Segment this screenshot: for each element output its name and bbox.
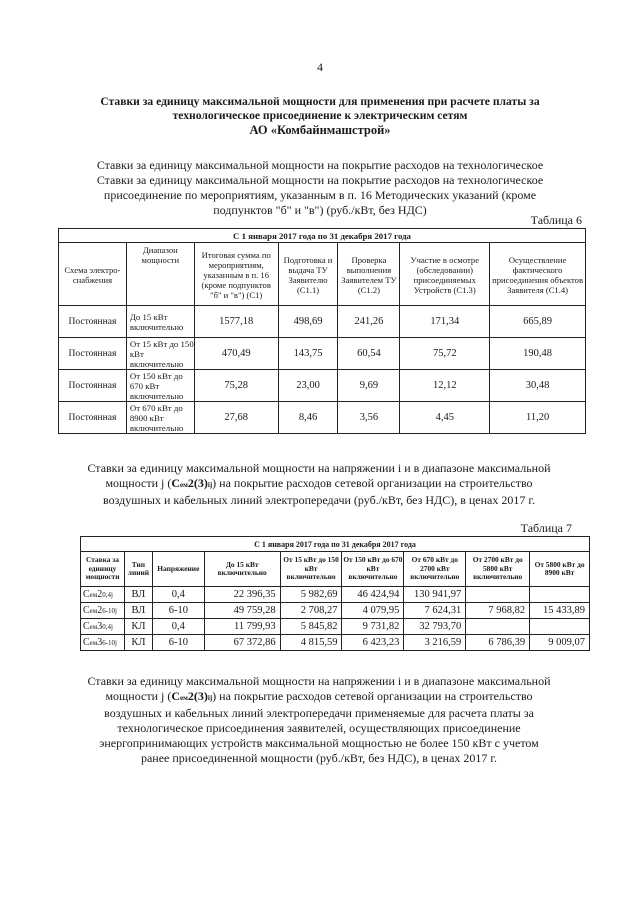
table7-cell: 22 396,35 bbox=[204, 587, 280, 603]
table6-cell: 27,68 bbox=[194, 402, 278, 434]
table6-cell: 241,26 bbox=[338, 306, 400, 338]
table7-cell: 6-10 bbox=[152, 635, 204, 651]
table7-cell bbox=[466, 619, 530, 635]
table7-cell: 0,4 bbox=[152, 587, 204, 603]
table-row bbox=[59, 306, 586, 338]
table6-cell: 30,48 bbox=[490, 370, 586, 402]
text-fragment: мощности j ( bbox=[105, 476, 172, 490]
title-line: АО «Комбайнмашстрой» bbox=[249, 123, 391, 137]
table7-cell: 7 624,31 bbox=[404, 603, 466, 619]
rate-symbol: С bbox=[83, 589, 90, 600]
text-line bbox=[84, 476, 554, 493]
table7-cell: 32 793,70 bbox=[404, 619, 466, 635]
text-line: ранее присоединенной мощности (руб./кВт, без НДС), в ценах 2017 г. bbox=[140, 751, 497, 765]
table7-cell: 4 815,59 bbox=[280, 635, 342, 651]
table7-header: От 5800 кВт до 8900 кВт bbox=[530, 552, 590, 587]
rate-subscript: ем bbox=[89, 623, 98, 631]
table7-rate-cell bbox=[81, 619, 125, 635]
table6-cell: 665,89 bbox=[490, 306, 586, 338]
table7-cell bbox=[466, 587, 530, 603]
page-title bbox=[90, 95, 550, 137]
table6-cell: 75,28 bbox=[194, 370, 278, 402]
table6-cell: 23,00 bbox=[278, 370, 338, 402]
table-row bbox=[59, 338, 586, 370]
table7-header: Напряжение bbox=[152, 552, 204, 587]
table6-cell: 498,69 bbox=[278, 306, 338, 338]
table6-cell: Постоянная bbox=[59, 306, 127, 338]
rate-symbol: 2 bbox=[97, 589, 103, 600]
section3-text bbox=[84, 674, 554, 766]
table7-period: С 1 января 2017 года по 31 декабря 2017 года bbox=[81, 537, 590, 552]
table7-cell: 5 845,82 bbox=[280, 619, 342, 635]
rate-symbol: С bbox=[83, 605, 90, 616]
rate-symbol: 2 bbox=[97, 605, 103, 616]
table6-cell: 470,49 bbox=[194, 338, 278, 370]
text-line: Ставки за единицу максимальной мощности на напряжении i и в диапазоне максимальной bbox=[87, 674, 551, 688]
rate-subscript: ем bbox=[180, 481, 188, 489]
text-line: воздушных и кабельных линий электропередачи (руб./кВт, без НДС), в ценах 2017 г. bbox=[103, 493, 535, 507]
table7-label: Таблица 7 bbox=[520, 521, 572, 535]
table7-cell: 2 708,27 bbox=[280, 603, 342, 619]
table7-rate-cell bbox=[81, 635, 125, 651]
rate-subscript: ем bbox=[180, 694, 188, 702]
table7-cell bbox=[530, 587, 590, 603]
table6-header: Участие в осмотре (обследовании) присоединяемых Устройств (С1.3) bbox=[400, 243, 490, 306]
table7-rate-cell bbox=[81, 587, 125, 603]
text-fragment: мощности j ( bbox=[105, 689, 172, 703]
text-line: Ставки за единицу максимальной мощности на покрытие расходов на технологическое bbox=[96, 158, 544, 172]
table7-header: Ставка за единицу мощности bbox=[81, 552, 125, 587]
rate-symbol: 3 bbox=[97, 637, 103, 648]
table7-cell: 7 968,82 bbox=[466, 603, 530, 619]
table6-cell: От 15 кВт до 150 кВт включительно bbox=[126, 338, 194, 370]
table6-cell: 143,75 bbox=[278, 338, 338, 370]
table7-cell bbox=[530, 619, 590, 635]
table6-cell: Постоянная bbox=[59, 338, 127, 370]
table7-header: От 15 кВт до 150 кВт включительно bbox=[280, 552, 342, 587]
table6-header: Итоговая сумма по мероприятиям, указанным в п. 16 (кроме подпунктов "б" и "в") (С1) bbox=[194, 243, 278, 306]
table7-cell: ВЛ bbox=[124, 603, 152, 619]
table7-cell: 11 799,93 bbox=[204, 619, 280, 635]
table6-cell: Постоянная bbox=[59, 370, 127, 402]
table7-cell: 3 216,59 bbox=[404, 635, 466, 651]
table6-cell: От 670 кВт до 8900 кВт включительно bbox=[126, 402, 194, 434]
table7 bbox=[80, 536, 590, 651]
table6-label: Таблица 6 bbox=[530, 213, 582, 227]
table7-header: До 15 кВт включительно bbox=[204, 552, 280, 587]
table7-cell: КЛ bbox=[124, 635, 152, 651]
table-row bbox=[59, 370, 586, 402]
table6-cell: 1577,18 bbox=[194, 306, 278, 338]
table7-cell: 0,4 bbox=[152, 619, 204, 635]
rate-symbol: 2(3) bbox=[187, 689, 208, 703]
rate-symbol: С bbox=[171, 689, 180, 703]
table7-cell: 67 372,86 bbox=[204, 635, 280, 651]
table7-cell: 6-10 bbox=[152, 603, 204, 619]
table7-cell: 46 424,94 bbox=[342, 587, 404, 603]
rate-symbol: С bbox=[83, 621, 90, 632]
rate-subscript: 6-10j bbox=[102, 607, 117, 615]
table7-cell: КЛ bbox=[124, 619, 152, 635]
table-row bbox=[81, 619, 590, 635]
table6-cell: 4,45 bbox=[400, 402, 490, 434]
rate-subscript: 0,4j bbox=[102, 623, 113, 631]
rate-subscript: ij bbox=[207, 481, 213, 489]
table6-cell: Постоянная bbox=[59, 402, 127, 434]
table6-cell: 8,46 bbox=[278, 402, 338, 434]
table6-cell: 60,54 bbox=[338, 338, 400, 370]
rate-subscript: ем bbox=[89, 639, 98, 647]
rate-subscript: 0,4j bbox=[102, 591, 113, 599]
rate-subscript: ем bbox=[89, 591, 98, 599]
rate-subscript: 6-10j bbox=[102, 639, 117, 647]
rate-subscript: ij bbox=[207, 694, 213, 702]
section1-text bbox=[92, 158, 548, 218]
table6-cell: 11,20 bbox=[490, 402, 586, 434]
title-line: Ставки за единицу максимальной мощности для применения при расчете платы за bbox=[100, 95, 540, 108]
table6-period: С 1 января 2017 года по 31 декабря 2017 года bbox=[59, 229, 586, 243]
table6-cell: До 15 кВт включительно bbox=[126, 306, 194, 338]
rate-subscript: ем bbox=[89, 607, 98, 615]
page-number: 4 bbox=[317, 60, 323, 74]
text-line: подпунктов "б" и "в") (руб./кВт, без НДС) bbox=[213, 203, 427, 217]
rate-symbol: 3 bbox=[97, 621, 103, 632]
section2-text bbox=[84, 461, 554, 508]
table6-header: Проверка выполнения Заявителем ТУ (С1.2) bbox=[338, 243, 400, 306]
table6-cell: От 150 кВт до 670 кВт включительно bbox=[126, 370, 194, 402]
text-line: присоединение по мероприятиям, указанным в п. 16 Методических указаний (кроме bbox=[103, 188, 537, 202]
table6-header: Подготовка и выдача ТУ Заявителю (С1.1) bbox=[278, 243, 338, 306]
table6-header: Схема электро-снабжения bbox=[59, 243, 127, 306]
rate-symbol: С bbox=[171, 476, 180, 490]
table7-header: От 670 кВт до 2700 кВт включительно bbox=[404, 552, 466, 587]
table7-cell: 9 009,07 bbox=[530, 635, 590, 651]
table7-cell: 49 759,28 bbox=[204, 603, 280, 619]
table-row bbox=[81, 603, 590, 619]
table7-cell: 15 433,89 bbox=[530, 603, 590, 619]
table6 bbox=[58, 228, 586, 434]
table7-cell: 130 941,97 bbox=[404, 587, 466, 603]
table-row bbox=[81, 635, 590, 651]
table-row bbox=[81, 587, 590, 603]
table7-rate-cell bbox=[81, 603, 125, 619]
text-line bbox=[84, 689, 554, 706]
text-fragment: ) на покрытие расходов сетевой организации на строительство bbox=[212, 476, 533, 490]
table6-cell: 171,34 bbox=[400, 306, 490, 338]
table7-cell: 4 079,95 bbox=[342, 603, 404, 619]
table6-cell: 12,12 bbox=[400, 370, 490, 402]
table7-cell: 5 982,69 bbox=[280, 587, 342, 603]
table6-header: Осуществление фактического присоединения объектов Заявителя (С1.4) bbox=[490, 243, 586, 306]
table7-cell: 6 423,23 bbox=[342, 635, 404, 651]
text-line: воздушных и кабельных линий электропередачи применяемые для расчета платы за bbox=[104, 706, 534, 720]
table7-header: От 2700 кВт до 5800 кВт включительно bbox=[466, 552, 530, 587]
table-row bbox=[59, 402, 586, 434]
table7-cell: 6 786,39 bbox=[466, 635, 530, 651]
table7-cell: ВЛ bbox=[124, 587, 152, 603]
table6-cell: 190,48 bbox=[490, 338, 586, 370]
rate-symbol: 2(3) bbox=[187, 476, 208, 490]
table6-header: Диапазон мощности bbox=[126, 243, 194, 306]
text-line: энергопринимающих устройств максимальной мощностью не более 150 кВт с учетом bbox=[99, 736, 539, 750]
table7-cell: 9 731,82 bbox=[342, 619, 404, 635]
table7-header: От 150 кВт до 670 кВт включительно bbox=[342, 552, 404, 587]
text-line: технологическое присоединения заявителей, осуществляющих присоединение bbox=[117, 721, 521, 735]
text-line: Ставки за единицу максимальной мощности на покрытие расходов на технологическое bbox=[96, 173, 544, 187]
table6-cell: 9,69 bbox=[338, 370, 400, 402]
table7-header: Тип линий bbox=[124, 552, 152, 587]
text-line: Ставки за единицу максимальной мощности на напряжении i и в диапазоне максимальной bbox=[87, 461, 551, 475]
text-fragment: ) на покрытие расходов сетевой организации на строительство bbox=[212, 689, 533, 703]
table6-cell: 3,56 bbox=[338, 402, 400, 434]
rate-symbol: С bbox=[83, 637, 90, 648]
table6-cell: 75,72 bbox=[400, 338, 490, 370]
title-line: технологическое присоединение к электрическим сетям bbox=[172, 109, 468, 122]
